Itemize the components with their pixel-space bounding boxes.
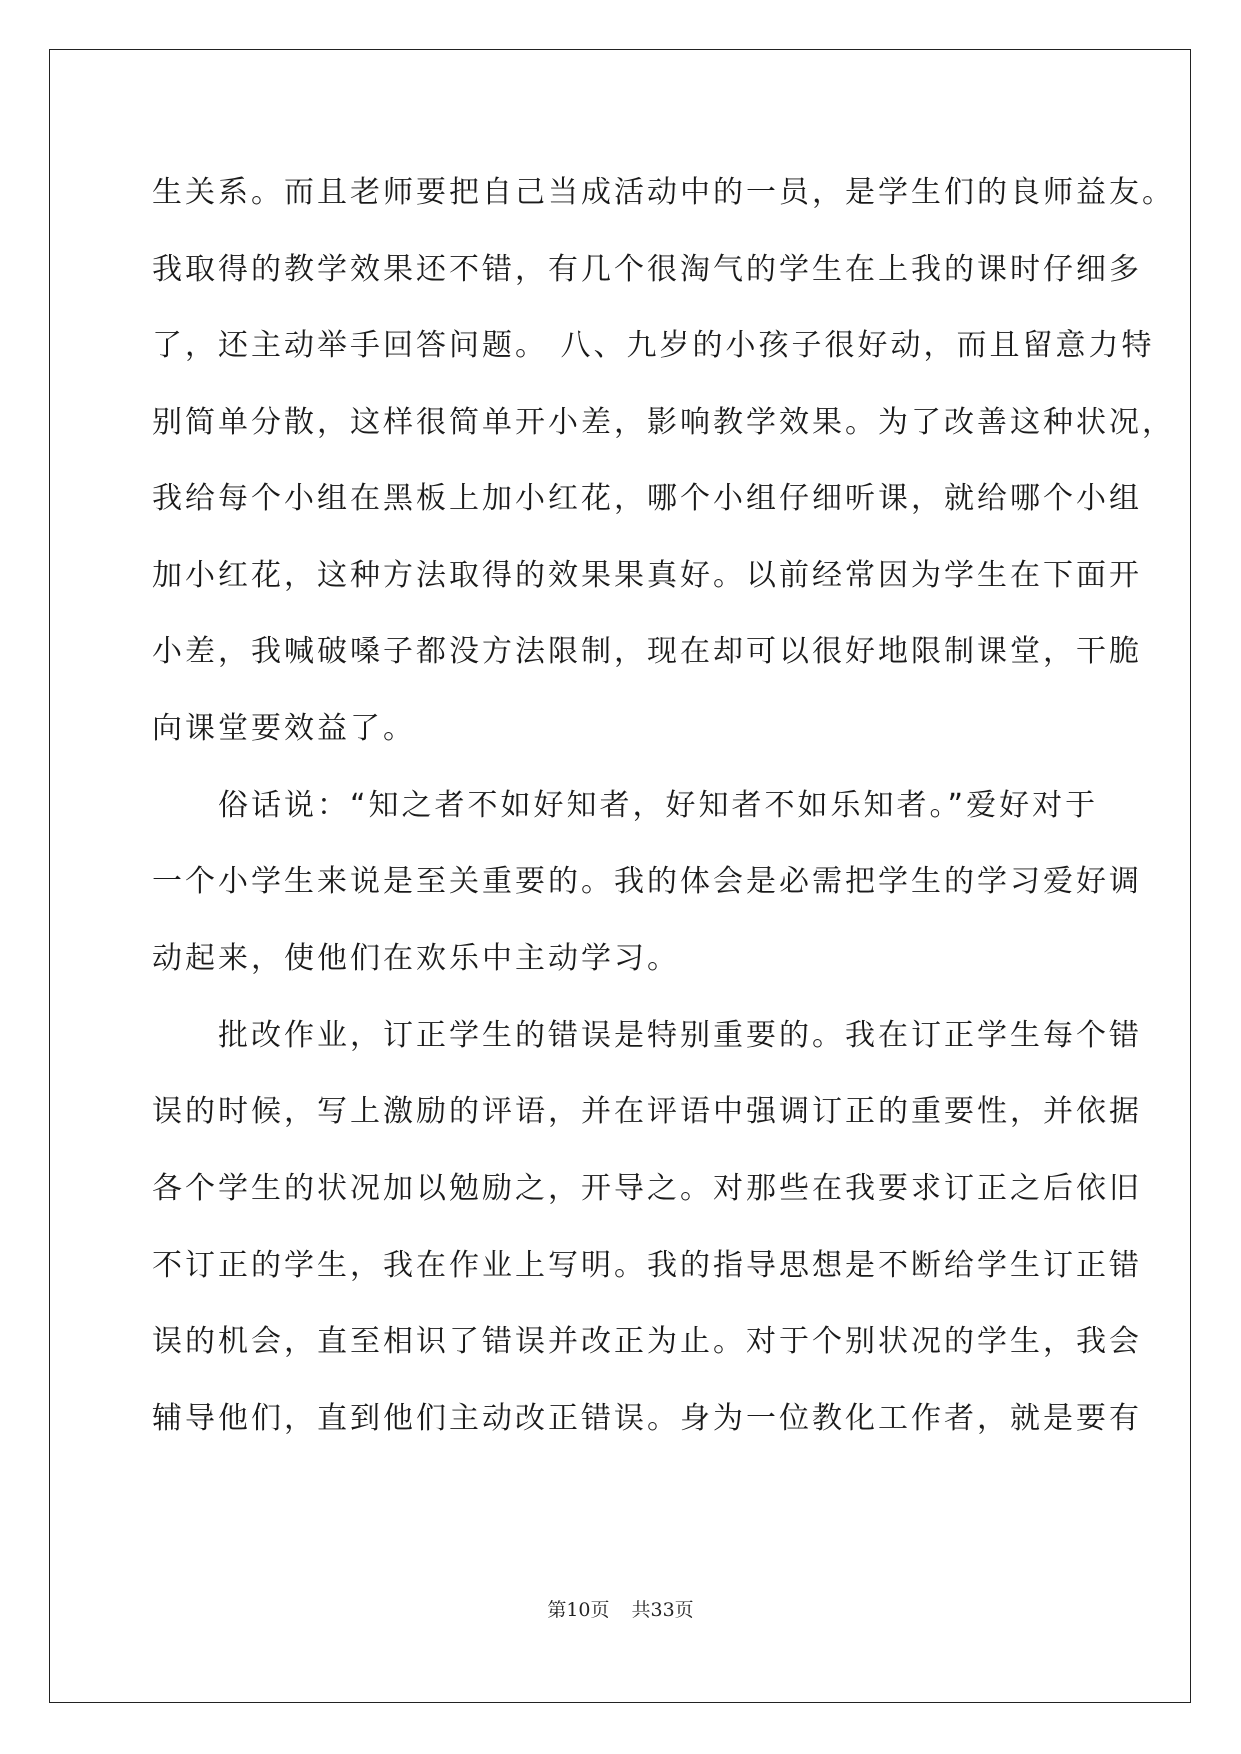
text-line: 加小红花，这种方法取得的效果果真好。以前经常因为学生在下面开 xyxy=(152,558,1142,593)
text-line: 向课堂要效益了。 xyxy=(152,711,416,746)
total-pages: 共33页 xyxy=(631,1599,694,1621)
text-line: 动起来，使他们在欢乐中主动学习。 xyxy=(152,941,680,976)
text-line: 小差，我喊破嗓子都没方法限制，现在却可以很好地限制课堂，干脆 xyxy=(152,634,1142,669)
text-line: 辅导他们，直到他们主动改正错误。身为一位教化工作者，就是要有 xyxy=(152,1401,1142,1436)
text-line: 误的机会，直至相识了错误并改正为止。对于个别状况的学生，我会 xyxy=(152,1324,1142,1359)
text-line: 各个学生的状况加以勉励之，开导之。对那些在我要求订正之后依旧 xyxy=(152,1171,1142,1206)
current-page-number: 第10页 xyxy=(547,1599,610,1621)
text-line: 了，还主动举手回答问题。 八、九岁的小孩子很好动，而且留意力特 xyxy=(152,328,1155,363)
text-line: 误的时候，写上激励的评语，并在评语中强调订正的重要性，并依据 xyxy=(152,1094,1142,1129)
text-line: 我给每个小组在黑板上加小红花，哪个小组仔细听课，就给哪个小组 xyxy=(152,481,1142,516)
page-footer xyxy=(0,1598,1241,1622)
text-line: 不订正的学生，我在作业上写明。我的指导思想是不断给学生订正错 xyxy=(152,1248,1142,1283)
text-line: 俗话说：“知之者不如好知者，好知者不如乐知者。”爱好对于 xyxy=(152,788,1099,823)
text-line: 批改作业，订正学生的错误是特别重要的。我在订正学生每个错 xyxy=(152,1018,1142,1053)
text-line: 一个小学生来说是至关重要的。我的体会是必需把学生的学习爱好调 xyxy=(152,864,1142,899)
text-line: 别简单分散，这样很简单开小差，影响教学效果。为了改善这种状况， xyxy=(152,405,1175,440)
text-line: 生关系。而且老师要把自己当成活动中的一员，是学生们的良师益友。 xyxy=(152,175,1175,210)
text-line: 我取得的教学效果还不错，有几个很淘气的学生在上我的课时仔细多 xyxy=(152,252,1142,287)
